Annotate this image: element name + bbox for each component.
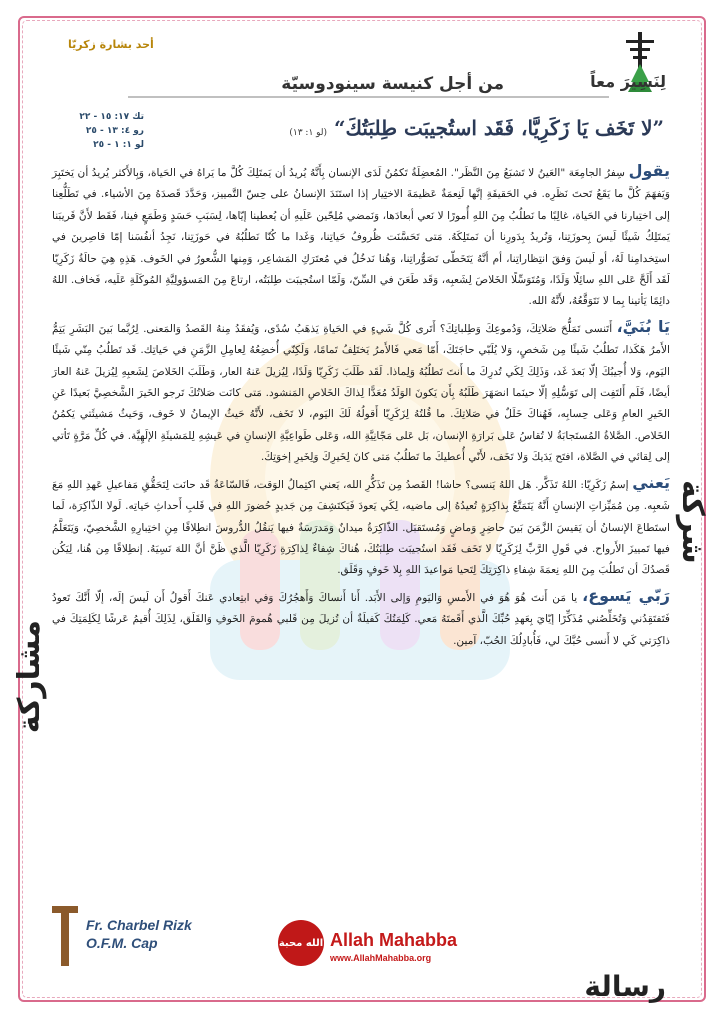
author-credit (86, 916, 192, 952)
title-reference: (لو ١: ١٣) (289, 128, 328, 138)
paragraph-text: أَتَنسى تَمَلُّحَ صَلاتِكَ، وَدُموعِكَ وَطِلباتِكَ؟ أَتَرى كُلَّ شَيءٍ في الحَياةِ يَذهَبُ سُدًى، وَيُفقَدُ مِنهُ القَصدُ وَالمَعنى. لِرُبَّما بَينَ البَشَرِ يَتِمُّ الأَمرُ هَكَذا، تَطلُبُ شَيئًا مِن شَخصٍ، وَلا يُلَبّي حاجَتَكَ، أَمّا مَعي فَالأَمرُ يَختَلِفُ تَمامًا، وَلَكِنّي أُخضِعُهُ لِعامِلِ الزَّمَنِ في حَياتِك. قَد تَطلُبُ مِنّي شَيئًا اليَوم، وَلا أُجيبُكَ إلّا بَعدَ غَد، وَذَلِكَ لِكَي تُدرِكَ ما أَنتَ تَطلُبُهُ وَلِماذا. لَقَد طَلَبَ زَكَرِيّا وَلَدًا، لِيُزيلَ عَنهُ العار، وَطَلَبَ الخَلاصَ لِشَعبِهِ لِيُزيلَ عَنهُ العارَ أيضًا، فَلَم أَلتَفِت إلى تَوَسُّلِهِ إلّا حينَما انصَهَرَ طَلَبُهُ بِأَن يَكونَ الوَلَدُ مُعَدًّا لِذاكَ الخَلاصِ المَنشود. مَتى كانَت صَلاتُكَ تَرجو الخَيرَ الشَّخصِيَّ بَعيدًا عَنِ الخَيرِ العامِ وَعَلى حِسابِه، فَهُناكَ خَلَلٌ في صَلاتِكَ. ما قُلتُهُ لِزَكَرِيّا أَقولُهُ لَكَ اليَوم، لا تَخَف، لأَنَّهُ حَيثُ الإيمانُ لا خَوف، وَحَيثُ مَشيئَتي يَكمُنُ الخَلاص. الصَّلاةُ المُستَجابَةُ لا تُقاسُ عَلى بَرارَةِ الإنسان، بَل عَلى مَجّانِيَّةِ الله، وَعَلى طَواعِيَّةِ الإنسانِ في عَيشِهِ لِلمَشيئَةِ الإلَهِيَّة. في كُلِّ مَرَّةٍ تَأتي إلى لِقائي في الصَّلاة، افتَح يَدَيكَ وَلا تَخَف، لأَنّي أُعطيكَ ما تَطلُبُ مَتى كانَ لِخَيرِكَ وَلِخَيرِ إخوَتِكَ. (52, 322, 670, 464)
paragraph-lead: يَا بُنَيَّ، (616, 316, 671, 336)
franciscan-tau-icon (50, 902, 80, 970)
sunday-label: أحد بشارة زكريّا (68, 38, 154, 51)
side-word-bottom: رسالة (584, 970, 666, 1003)
article-body (52, 160, 670, 655)
reading-ref: رو ٤: ١٣ - ٢٥ (85, 126, 144, 136)
brand-title: لِنَسِيرَ معاً (590, 72, 666, 91)
author-order: O.F.M. Cap (86, 935, 158, 951)
organization-url[interactable]: www.AllahMahabba.org (330, 953, 432, 963)
side-word-right: شركة (675, 480, 710, 564)
paragraph (52, 316, 670, 469)
side-word-left: مشاركة (12, 620, 47, 734)
paragraph (52, 585, 670, 652)
header-rule (128, 96, 609, 98)
paragraph-text: إسمُ زَكَرِيّا: اللهُ تَذَكَّر. هَل اللهُ يَنسى؟ حاشا! القَصدُ مِن تَذَكُّرِ الله، يَعني اكتِمالُ الوَقت، فَالسّاعَةُ قَد حانَت لِتَحَقُّقِ مَفاعيلِ عَهدِ اللهِ مَعَ شَعبِه. مِن مُمَيِّزاتِ الإنسانِ أَنَّهُ يَتَمَتَّعُ بِذاكِرَةٍ تُعيدُهُ إلى ماضيه، لِكَي يَعودَ فَيَكتَشِفَ مِن جَديدٍ حُضورَ اللهِ في قَلبِ أَحداثِ حَياتِه. لَولا الذّاكِرَة، لَما استَطاعَ الإنسانُ أن يَقيسَ الزَّمَنَ بَينَ حاضِرٍ وَماضٍ وَمُستَقبَل. الذّاكِرَةُ ميدانٌ وَمَدرَسَةٌ فيها يَنقُلُ الدُّروسَ انطِلاقًا مِنِ اختِبارِهِ الشَّخصِيّ، وَيَتَعَلَّمُ فيها تَمييزَ الأَرواح. في قَولِ الرَّبِّ لِزَكَرِيّا لا تَخَف فَقَد استُجيبَت طِلبَتُكَ، هُناكَ شِفاءٌ لِذاكِرَةِ زَكَرِيّا الَّذي ظَنَّ أنَّ اللهَ نَسِيَهُ. إنطِلاقًا مِن هُنا، لِيَكُن قَصدُكَ أن تَطلُبَ مِنَ اللهِ نِعمَةَ شِفاءِ ذاكِرَتِكَ لِتَحيا مَواعيدَ اللهِ بِلا خَوفٍ وَقَلَق. (52, 478, 670, 577)
readings-list (64, 110, 144, 152)
header-headline: من أجل كنيسة سينودوسيّة (281, 74, 504, 94)
allah-mahabba-logo: الله محبة (278, 920, 324, 966)
paragraph (52, 472, 670, 582)
title-text: ”لا تَخَف يَا زَكَرِيَّا، فَقَد استُجيبَت طِلبَتُكَ“ (334, 116, 664, 140)
paragraph (52, 160, 670, 313)
paragraph-text: سِفرُ الجامِعَة "العَينُ لا تَشبَعُ مِنَ النَّظَر". المُعضِلَةُ تَكمُنُ لَدَى الإنسان بِأَنَّهُ يُريدُ أن يَمتَلِكَ كُلَّ ما يَراهُ في الحَياة، وَبِالأَكثر يُريدُ أن يَختَبِرَ وَيَفهَمَ كُلَّ ما يَقَعُ تَحتَ نَظَرِه. في الحَقيقَةِ إنَّها لَنِعمَةٌ عَظيمَةَ الاختِيار إذا استَنَدَ الإنسانُ على حِسّ التَّمييز، وَحَدَّدَ قَصدَهُ مِنَ الأشياء. في تَطَلُّعِنا إلى اختِبارنا في الحَياة، غالِبًا ما نَطلُبُ مِنَ اللهِ أُمورًا لا نَعي أبعادَها، وَنَمضي مُلِحّين عَلَيهِ أن يُعطينا إيّاها، لِسَبَبِ حَسَدٍ وَطَمَعٍ فينا، فَقَط لأَنَّ قَريبَنا يَمتَلِكُ شَيئًا لَيسَ بِحوزَتِنا، وَنُريدُ بِدَورِنا أن نَمتَلِكَهُ. مَتى تَحَسَّنَت ظُروفُ حَياتِنا، وَغَدا ما كُنّا نَطلُبُهُ في حَوزَتِنا، نَجِدُ أنفُسَنا إمّا قاصِرينَ في استِخدامِنا لَهُ، أو لَيسَ وَفقَ انتِظاراتِنا، أم أنَّهُ يَتَخَطّى تَصَوُّراتِنا، وَهُنا نَدخُلُ في مُعتَرَكِ المَشاعِر، وَمِنها الشُّعورُ في الخَوف. هَذِهِ هِيَ حالَةُ زَكَرِيّا لَقَد أَلَحَّ عَلى اللهِ سائِلًا وَلَدًا، وَمُتَوَسِّلًا الخَلاصَ لِشَعبِه، وَقَد طَعَنَ في السِّنّ، وَلَمّا استُجيبَت طِلبَتُه، ارتاعَ مِنَ المَسؤولِيَّةِ المُوكَلَةِ عَلَيه، فَخاف. اللهُ دائِمًا يَأتينا بِما لا نَتَوَقَّعُهُ، لأَنَّهُ الله. (52, 167, 670, 308)
reading-ref: تك ١٧: ١٥ - ٢٢ (79, 112, 144, 122)
paragraph-lead: يَعني (632, 472, 670, 492)
paragraph-lead: يقول (628, 161, 670, 180)
paragraph-lead: رَبّي يَسوع، (582, 585, 670, 605)
paragraph-text: يا مَن أَنتَ هُوَ هُوَ في الأَمسِ وَاليَومِ وَإلى الأَبَد. أَنا أَنساكَ وَأَهجُرُكَ وَفي ابتِعادي عَنكَ أَقولُ أَن لَيسَ إلَه، إلّا أَنَّكَ تَعودُ فَتَفتَقِدُني وَتُخَلِّصُني مُذَكِّرًا إيّايَ بِعَهدِ حُبِّكَ الَّذي أَقَمتَهُ مَعي. كَلِمَتُكَ كَفيلَةٌ أن تُزيلَ مِن قَلبي هُمومَ الخَوفِ وَالقَلَق، لِذَلِكَ أُقيمُ عَرشًا لِكَلِمَتِكَ في ذاكِرَتي كَي لا أَنسى حُبَّكَ لي، فَأُبادِلُكَ الحُبّ، آمين. (52, 591, 670, 647)
author-name: Fr. Charbel Rizk (86, 917, 192, 933)
organization-name: Allah Mahabba (330, 930, 458, 950)
page-title (289, 116, 664, 140)
reading-ref: لو ١: ١ - ٢٥ (93, 140, 144, 150)
